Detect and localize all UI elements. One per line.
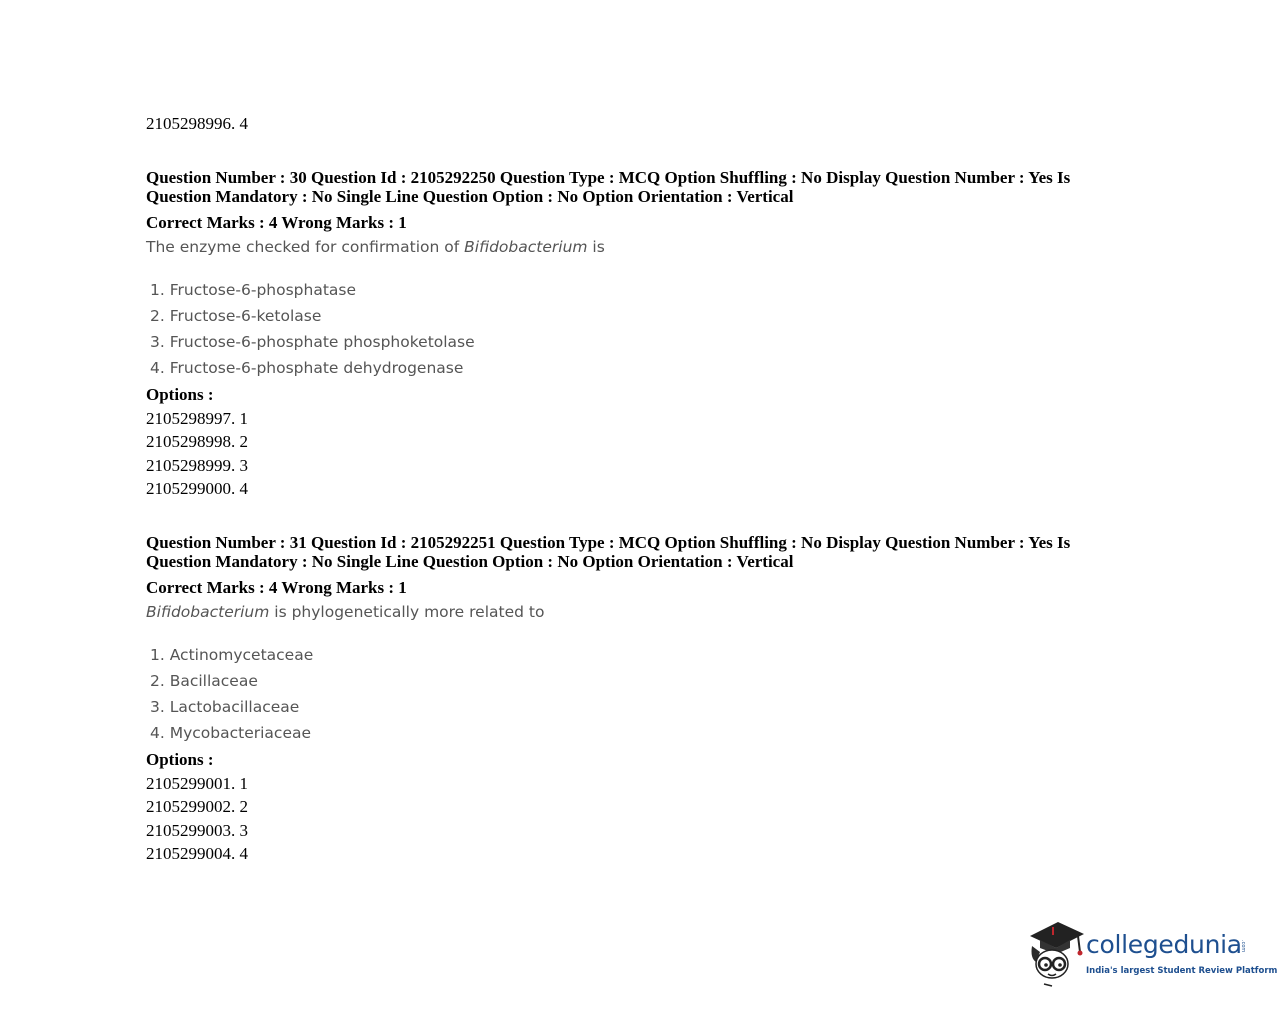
graduate-mascot-icon xyxy=(1026,918,1086,988)
question-meta xyxy=(146,168,1126,207)
answer-choices xyxy=(150,277,1126,381)
question-meta-line: Question Number : 30 Question Id : 2105292250 Question Type : MCQ Option Shuffling : No Display Question Number : Yes Is xyxy=(146,167,1071,187)
options-label: Options : xyxy=(146,750,214,769)
answer-choice: 2. Bacillaceae xyxy=(150,672,258,690)
stem-text: is phylogenetically more related to xyxy=(269,603,545,621)
logo-tagline: India's largest Student Review Platform xyxy=(1086,966,1278,976)
question-meta-line: Question Number : 31 Question Id : 2105292251 Question Type : MCQ Option Shuffling : No Display Question Number : Yes Is xyxy=(146,532,1071,552)
question-block xyxy=(146,168,1126,501)
answer-choice: 3. Fructose-6-phosphate phosphoketolase xyxy=(150,333,475,351)
stem-scientific-name: Bifidobacterium xyxy=(464,238,588,256)
option-id: 2105299003. 3 xyxy=(146,820,248,840)
collegedunia-logo xyxy=(1026,918,1278,990)
answer-choices xyxy=(150,642,1126,746)
options-label: Options : xyxy=(146,385,214,404)
option-id: 2105299004. 4 xyxy=(146,844,248,863)
question-marks: Correct Marks : 4 Wrong Marks : 1 xyxy=(146,577,407,597)
answer-choice: 2. Fructose-6-ketolase xyxy=(150,307,322,325)
option-id: 2105299000. 4 xyxy=(146,479,248,498)
question-stem xyxy=(146,235,1126,259)
previous-option-tail: 2105298996. 4 xyxy=(146,114,248,133)
answer-choice: 1. Fructose-6-phosphatase xyxy=(150,281,357,299)
question-marks: Correct Marks : 4 Wrong Marks : 1 xyxy=(146,212,407,232)
question-stem xyxy=(146,600,1126,624)
stem-text: The enzyme checked for confirmation of xyxy=(146,238,465,256)
question-meta xyxy=(146,533,1126,572)
question-block xyxy=(146,533,1126,866)
question-meta-line: Question Mandatory : No Single Line Question Option : No Option Orientation : Vertical xyxy=(146,187,794,206)
question-meta-line: Question Mandatory : No Single Line Question Option : No Option Orientation : Vertical xyxy=(146,552,794,571)
answer-choice: 3. Lactobacillaceae xyxy=(150,698,300,716)
stem-text: is xyxy=(587,238,605,256)
option-id: 2105298997. 1 xyxy=(146,408,248,428)
stem-scientific-name: Bifidobacterium xyxy=(146,603,270,621)
answer-choice: 1. Actinomycetaceae xyxy=(150,646,314,664)
logo-wordmark: collegedunia xyxy=(1086,930,1242,959)
option-id: 2105299001. 1 xyxy=(146,773,248,793)
document-page xyxy=(146,112,1126,866)
option-id: 2105299002. 2 xyxy=(146,797,248,816)
answer-choice: 4. Mycobacteriaceae xyxy=(150,724,312,742)
logo-suffix: .com xyxy=(1240,940,1246,953)
answer-choice: 4. Fructose-6-phosphate dehydrogenase xyxy=(150,359,464,377)
option-id: 2105298998. 2 xyxy=(146,432,248,451)
option-id: 2105298999. 3 xyxy=(146,455,248,475)
